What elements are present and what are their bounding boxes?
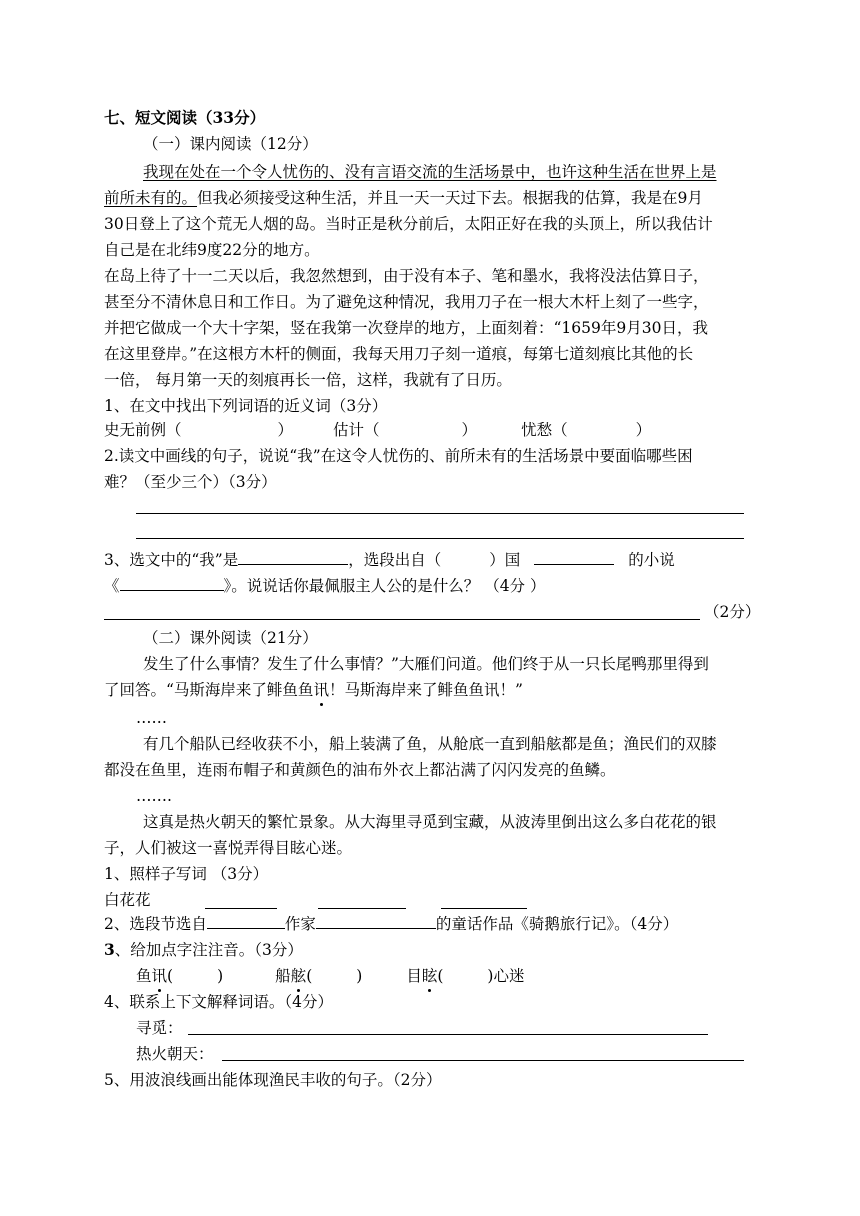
- passage3-line2: [104, 680, 523, 700]
- passage5-line1: 这真是热火朝天的繁忙景象。从大海里寻觅到宝藏，从波涛里倒出这么多白花花的银: [143, 813, 717, 831]
- pinyin-word-3-close: )心迷: [487, 967, 525, 985]
- word-2-label: 估计（: [333, 421, 380, 439]
- part2-title: （二）课外阅读（21分）: [143, 629, 318, 647]
- passage2-line3: 并把它做成一个大十字架，竖在我第一次登岸的地方，上面刻着：“1659年9月30日，我: [104, 319, 708, 337]
- passage1-line3: 30日登上了这个荒无人烟的岛。当时正是秋分前后，太阳正好在我的头顶上，所以我估计: [104, 215, 713, 233]
- pinyin-word-1-close: ): [217, 967, 224, 985]
- passage2-line4: 在这里登岸。”在这根方木杆的侧面，我每天用刀子刻一道痕，每第七道刻痕比其他的长: [104, 345, 694, 363]
- dotted-char-xian: 舷: [290, 967, 307, 985]
- q3-number: 3: [104, 940, 115, 959]
- word-blank-2[interactable]: [318, 908, 406, 909]
- underlined-sentence-part1: 我现在处在一个令人忧伤的、没有言语交流的生活场景中，也许这种生活在世界上是: [143, 163, 717, 181]
- q3-text-f: 》。说说话你最佩服主人公的是什么？ （4分 ）: [223, 577, 546, 595]
- pinyin-word-3-a: 目: [406, 967, 422, 985]
- passage2-line5: 一倍， 每月第一天的刻痕再长一倍，这样，我就有了日历。: [104, 371, 512, 389]
- q3-blank-who[interactable]: [238, 550, 348, 565]
- pinyin-word-3-open: (: [437, 967, 444, 985]
- word-3-close: ）: [635, 421, 652, 439]
- q3-text-c: ）国: [489, 551, 521, 569]
- part1-question-1: 1、在文中找出下列词语的近义词（3分）: [104, 397, 388, 415]
- part1-question-1-words: [104, 420, 651, 440]
- answer-line-q2-2[interactable]: [136, 538, 744, 539]
- pinyin-word-1-open: (: [167, 967, 174, 985]
- passage2-line2: 甚至分不清休息日和工作日。为了避免这种情况，我用刀子在一根大木杆上刻了一些字，: [104, 293, 709, 311]
- answer-line-q3[interactable]: [104, 619, 700, 620]
- passage3-line2-b: ！马斯海岸来了鲱鱼鱼讯！”: [328, 681, 523, 699]
- passage1-line2: [104, 188, 703, 208]
- q4-word-1: 寻觅：: [136, 1019, 183, 1037]
- dotted-char-xuan: 眩: [421, 967, 438, 985]
- part2-question-2: [104, 914, 678, 934]
- example-word: 白花花: [104, 891, 151, 909]
- passage1-line1: [143, 162, 717, 182]
- part2-question-5: 5、用波浪线画出能体现渔民丰收的句子。（2分）: [104, 1071, 442, 1089]
- passage1-line4: 自己是在北纬9度22分的地方。: [104, 241, 320, 259]
- word-1-close: ）: [277, 421, 294, 439]
- q4-word-2: 热火朝天：: [136, 1045, 214, 1063]
- q3-book-open: 《: [104, 577, 120, 595]
- q3-text-d: 的小说: [628, 551, 675, 569]
- word-blank-1[interactable]: [205, 908, 277, 909]
- q2-blank-country[interactable]: [207, 914, 285, 929]
- passage5-line2: 子，人们被这一喜悦弄得目眩心迷。: [104, 839, 353, 857]
- section-title: 七、短文阅读（33分）: [104, 108, 266, 127]
- pinyin-row: [136, 966, 524, 986]
- word-blank-3[interactable]: [441, 908, 527, 909]
- word-2-close: ）: [461, 421, 478, 439]
- dotted-char-xun-2: 讯: [151, 967, 168, 985]
- passage4-line2: 都没在鱼里，连雨布帽子和黄颜色的油布外衣上都沾满了闪闪发亮的鱼鳞。: [104, 761, 616, 779]
- pinyin-word-2-close: ): [356, 967, 363, 985]
- part1-title: （一）课内阅读（12分）: [143, 135, 318, 153]
- part1-question-3-line2: [104, 576, 545, 596]
- ellipsis-2: …….: [136, 787, 172, 805]
- q4-answer-line-2[interactable]: [222, 1060, 744, 1061]
- q3-text: 、给加点字注注音。（3分）: [114, 941, 303, 959]
- ellipsis-1: ……: [136, 709, 167, 727]
- q2-blank-author[interactable]: [316, 914, 436, 929]
- part1-question-3-line1: [104, 550, 675, 570]
- q3-blank-author[interactable]: [534, 550, 614, 565]
- word-1-label: 史无前例（: [104, 421, 182, 439]
- part2-question-4: 4、联系上下文解释词语。（4分）: [104, 993, 333, 1011]
- passage3-line2-a: 了回答。“马斯海岸来了鲱鱼鱼: [104, 681, 314, 699]
- q2-text-a: 2、选段节选自: [104, 915, 207, 933]
- part2-question-3: [104, 940, 303, 960]
- answer-line-q2-1[interactable]: [136, 513, 744, 514]
- q2-text-c: 的童话作品《骑鹅旅行记》。（4分）: [435, 915, 679, 933]
- part1-question-2-line1: 2.读文中画线的句子，说说“我”在这令人忧伤的、前所未有的生活场景中要面临哪些困: [104, 447, 693, 465]
- underlined-sentence-part2: 前所未有的。: [104, 189, 198, 207]
- part2-question-1: 1、照样子写词 （3分）: [104, 865, 269, 883]
- q3-score: （2分）: [704, 603, 761, 621]
- pinyin-word-2-a: 船: [275, 967, 291, 985]
- q3-text-a: 3、选文中的“我”是: [104, 551, 239, 569]
- q3-blank-book[interactable]: [120, 576, 224, 591]
- pinyin-word-1-a: 鱼: [136, 967, 152, 985]
- passage4-line1: 有几个船队已经收获不小，船上装满了鱼，从舱底一直到船舷都是鱼；渔民们的双膝: [143, 735, 717, 753]
- pinyin-word-2-open: (: [306, 967, 313, 985]
- passage2-line1: 在岛上待了十一二天以后，我忽然想到，由于没有本子、笔和墨水，我将没法估算日子，: [104, 267, 709, 285]
- q2-text-b: 作家: [284, 915, 316, 933]
- part2-question-1-row: [104, 890, 151, 910]
- word-3-label: 忧愁（: [521, 421, 568, 439]
- dotted-char-xun: 讯: [313, 681, 329, 699]
- part1-question-2-line2: 难？（至少三个）（3分）: [104, 473, 277, 491]
- q3-text-b: ，选段出自（: [348, 551, 442, 569]
- passage3-line1: 发生了什么事情？发生了什么事情？”大雁们问道。他们终于从一只长尾鸭那里得到: [143, 655, 709, 673]
- q4-answer-line-1[interactable]: [188, 1034, 708, 1035]
- passage1-line2-text: 但我必须接受这种生活，并且一天一天过下去。根据我的估算，我是在9月: [197, 189, 703, 207]
